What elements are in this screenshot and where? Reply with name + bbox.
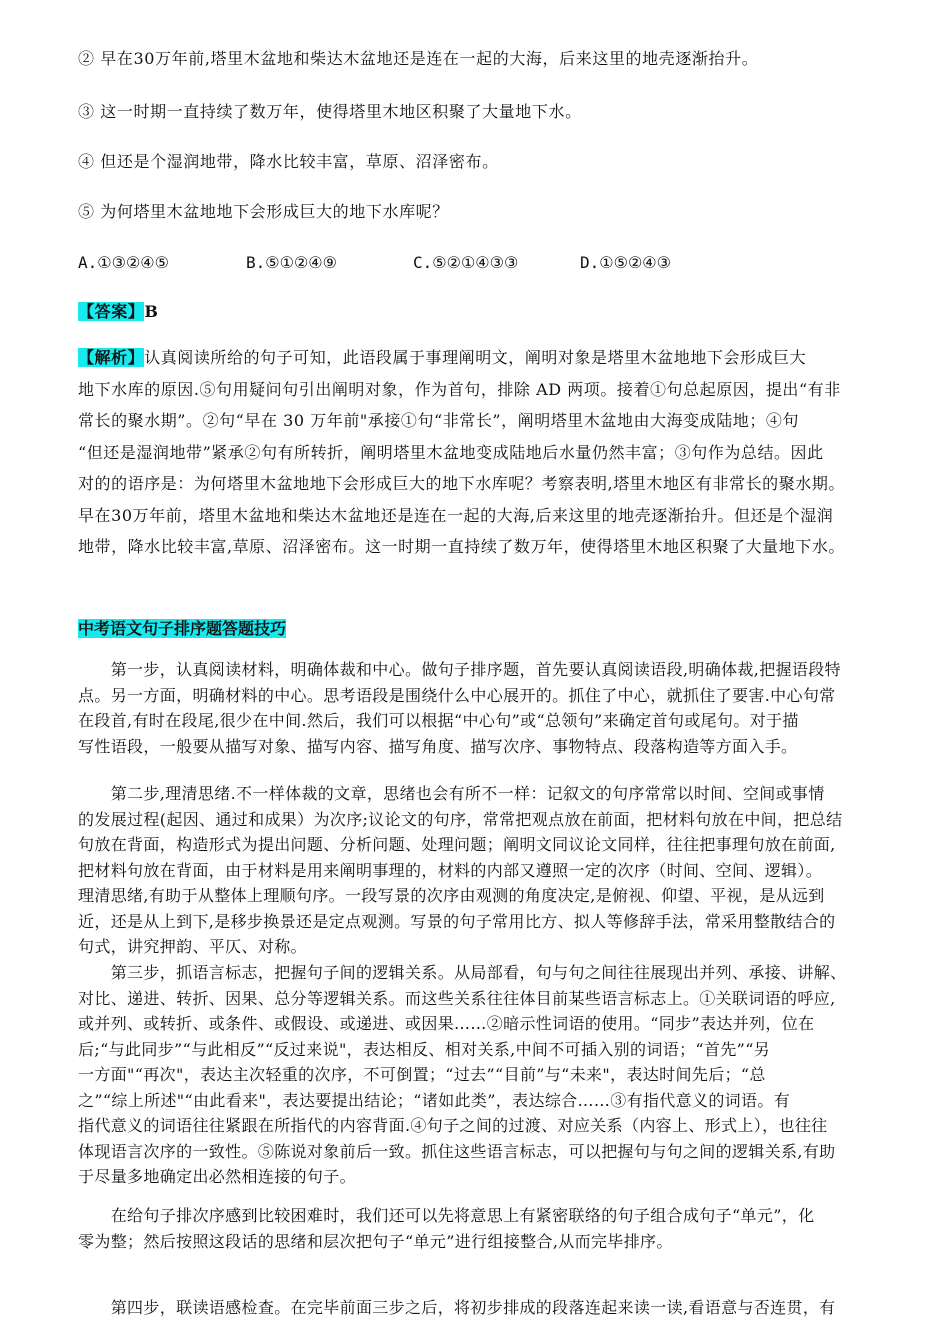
option-d: D.①⑤②④③: [580, 253, 671, 272]
analysis-line: 对的的语序是：为何塔里木盆地地下会形成巨大的地下水库呢？考察表明,塔里木地区有非常长的聚水期。: [78, 474, 845, 493]
sentence-4: ④ 但还是个湿润地带，降水比较丰富，草原、沼泽密布。: [78, 152, 499, 171]
option-b: B.⑤①②④⑨: [246, 253, 337, 272]
analysis-line: 早在30万年前，塔里木盆地和柴达木盆地还是连在一起的大海,后来这里的地壳逐渐抬升。但还是个湿润: [78, 505, 834, 525]
section-heading: 中考语文句子排序题答题技巧: [78, 619, 287, 638]
step-four-paragraph: 第四步，联读语感检查。在完毕前面三步之后，将初步排成的段落连起来读一读,看语意与否连贯，有: [78, 1298, 836, 1317]
answer-label: 【答案】: [78, 302, 145, 321]
step-one-paragraph: 第一步，认真阅读材料，明确体裁和中心。做句子排序题，首先要认真阅读语段,明确体裁,把握语段特 点。另一方面，明确材料的中心。思考语段是围绕什么中心展开的。抓住了中心，就抓住了要害.中心句常 在段首,有时在段尾,很少在中间.然后，我们可以根据“中心句”或“总领句”来确定首句或尾句。对于描 写性语段，一般要从描写对象、描写内容、描写角度、描写次序、事物特点、段落构造等方面入手。: [78, 660, 841, 756]
answer-options: [78, 252, 778, 274]
step-two-paragraph: 第二步,理清思绪.不一样体裁的文章，思绪也会有所不一样：记叙文的句序常常以时间、空间或事情 的发展过程(起因、通过和成果）为次序;议论文的句序，常常把观点放在前面，把材料句放在中间，把总结 句放在背面，构造形式为提出问题、分析问题、处理问题；阐明文同议论文同样，往往把事理句放在前面, 把材料句放在背面，由于材料是用来阐明事理的，材料的内部又遵照一定的次序（时间、空间、逻辑）。 理清思绪,有助于从整体上理顺句序。一段写景的次序由观测的角度决定,是俯视、仰望、平视，是从远到 近，还是从上到下,是移步换景还是定点观测。写景的句子常用比方、拟人等修辞手法，常采用整散结合的 句式，讲究押韵、平仄、对称。: [78, 784, 843, 956]
option-c: C.⑤②①④③③: [413, 253, 519, 272]
option-a: A.①③②④⑤: [78, 253, 169, 272]
answer-line: [78, 301, 159, 323]
analysis-line: 【解析】认真阅读所给的句子可知，此语段属于事理阐明文，阐明对象是塔里木盆地地下会形成巨大: [78, 348, 807, 367]
analysis-line: 地下水库的原因.⑤句用疑问句引出阐明对象，作为首句，排除 AD 两项。接着①句总起原因，提出“有非: [78, 379, 841, 399]
sentence-5: ⑤ 为何塔里木盆地地下会形成巨大的地下水库呢？: [78, 202, 449, 221]
analysis-label: 【解析】: [78, 348, 145, 367]
analysis-block: [78, 342, 888, 563]
analysis-line: “但还是湿润地带”紧承②句有所转折，阐明塔里木盆地变成陆地后水量仍然丰富；③句作为总结。因此: [78, 442, 824, 462]
step-three-paragraph: 第三步，抓语言标志，把握句子间的逻辑关系。从局部看，句与句之间往往展现出并列、承接、讲解、 对比、递进、转折、因果、总分等逻辑关系。而这些关系往往体目前某些语言标志上。①关联词语的呼应, 或并列、或转折、或条件、或假设、或递进、或因果……②暗示性词语的使用。“同步”表达并列，位在 后;“与此同步”“与此相反”“反过来说"，表达相反、相对关系,中间不可插入别的词语；“首先”“另 一方面"“再次"，表达主次轻重的次序，不可倒置；“过去”“目前”与“未来"，表达时间先后；“总 之”“综上所述"“由此看来"，表达要提出结论；“诸如此类”，表达综合……③有指代意义的词语。有 指代意义的词语往往紧跟在所指代的内容背面.④句子之间的过渡、对应关系（内容上、形式上），也往往 体现语言次序的一致性。⑤陈说对象前后一致。抓住这些语言标志，可以把握句与句之间的逻辑关系,有助 于尽量多地确定出必然相连接的句子。: [78, 963, 847, 1186]
analysis-line: 常长的聚水期”。②句“早在 30 万年前"承接①句“非常长”，阐明塔里木盆地由大海变成陆地；④句: [78, 411, 800, 430]
analysis-line: 地带，降水比较丰富,草原、沼泽密布。这一时期一直持续了数万年，使得塔里木地区积聚了大量地下水。: [78, 537, 845, 556]
sentence-3: ③ 这一时期一直持续了数万年，使得塔里木地区积聚了大量地下水。: [78, 102, 582, 121]
sentence-2: ② 早在30万年前,塔里木盆地和柴达木盆地还是连在一起的大海，后来这里的地壳逐渐抬升。: [78, 49, 759, 68]
answer-value: B: [144, 302, 159, 321]
grouping-tip-paragraph: 在给句子排次序感到比较困难时，我们还可以先将意思上有紧密联络的句子组合成句子“单元”，化 零为整；然后按照这段话的思绪和层次把句子“单元”进行组接整合,从而完毕排序。: [78, 1206, 815, 1251]
